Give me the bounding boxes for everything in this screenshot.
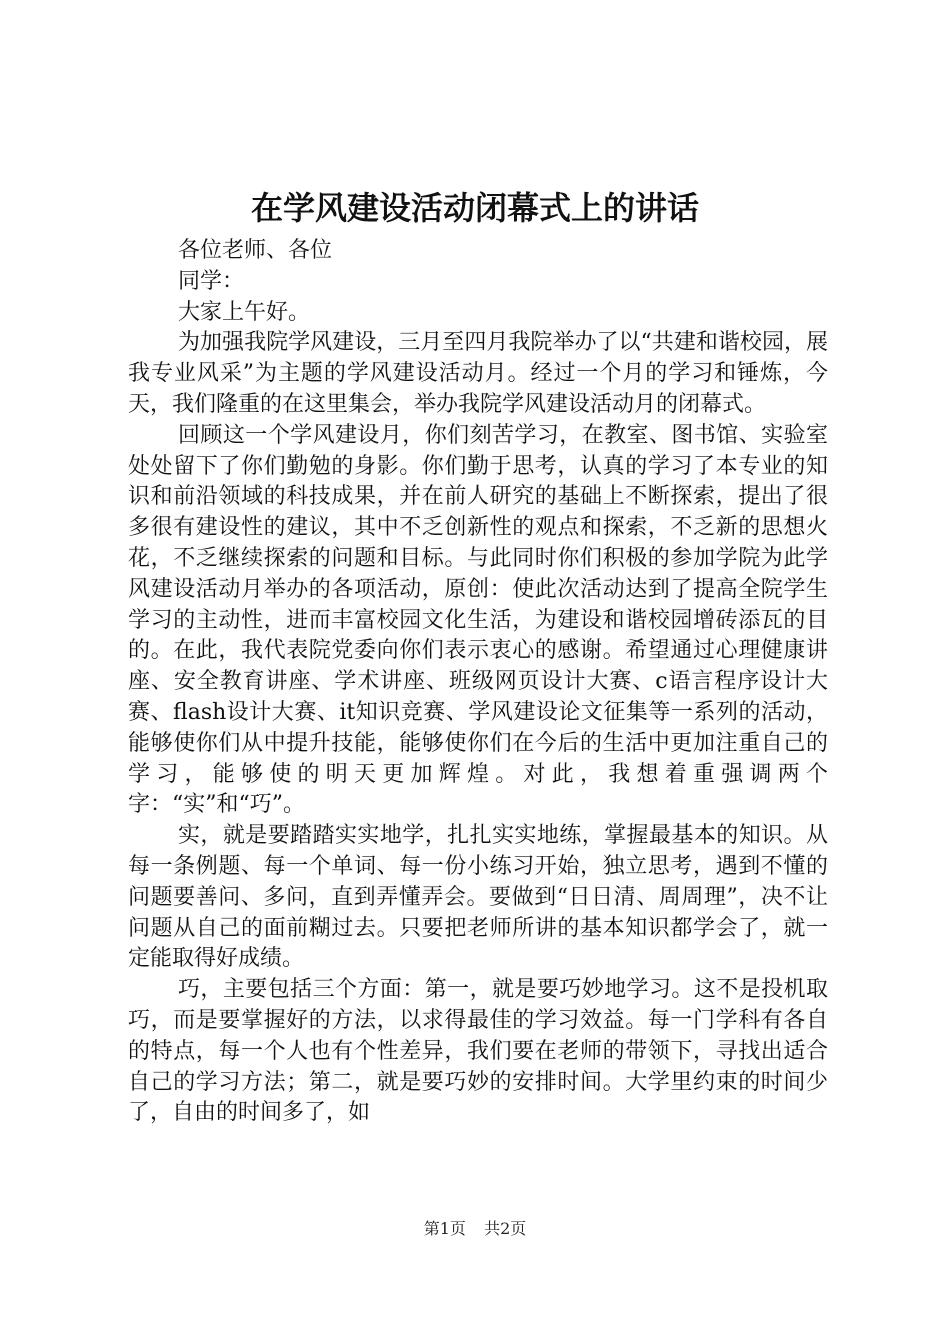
- greeting-line: 同学：: [178, 268, 245, 294]
- document-body: [128, 236, 828, 1129]
- body-paragraph: 为加强我院学风建设，三月至四月我院举办了以“共建和谐校园，展我专业风采”为主题的学风建设活动月。经过一个月的学习和锤炼，今天，我们隆重的在这里集会，举办我院学风建设活动月的闭幕式。: [128, 330, 828, 417]
- page-number: 第1页: [423, 1219, 466, 1238]
- page-footer: [0, 1216, 950, 1239]
- greeting-line: 大家上午好。: [178, 299, 311, 325]
- body-paragraph: 实，就是要踏踏实实地学，扎扎实实地练，掌握最基本的知识。从每一条例题、每一个单词、每一份小练习开始，独立思考，遇到不懂的问题要善问、多问，直到弄懂弄会。要做到“日日清、周周理”，决不让问题从自己的面前糊过去。只要把老师所讲的基本知识都学会了，就一定能取得好成绩。: [128, 823, 828, 972]
- document-title: 在学风建设活动闭幕式上的讲话: [250, 189, 699, 227]
- body-paragraph: 回顾这一个学风建设月，你们刻苦学习，在教室、图书馆、实验室处处留下了你们勤勉的身影。你们勤于思考，认真的学习了本专业的知识和前沿领域的科技成果，并在前人研究的基础上不断探索，提出了很多很有建设性的建议，其中不乏创新性的观点和探索，不乏新的思想火花，不乏继续探索的问题和目标。与此同时你们积极的参加学院为此学风建设活动月举办的各项活动，原创：使此次活动达到了提高全院学生学习的主动性，进而丰富校园文化生活，为建设和谐校园增砖添瓦的目的。在此，我代表院党委向你们表示衷心的感谢。希望通过心理健康讲座、安全教育讲座、学术讲座、班级网页设计大赛、c语言程序设计大赛、flash设计大赛、it知识竞赛、学风建设论文征集等一系列的活动，能够使你们从中提升技能，能够使你们在今后的生活中更加注重自己的学习，能够使的明天更加辉煌。对此，我想着重强调两个字：“实”和“巧”。: [128, 422, 828, 818]
- page-total: 共2页: [484, 1219, 527, 1238]
- body-paragraph: 巧，主要包括三个方面：第一，就是要巧妙地学习。这不是投机取巧，而是要掌握好的方法，以求得最佳的学习效益。每一门学科有各自的特点，每一个人也有个性差异，我们要在老师的带领下，寻找出适合自己的学习方法；第二，就是要巧妙的安排时间。大学里约束的时间少了，自由的时间多了，如: [128, 977, 828, 1126]
- greeting-line: 各位老师、各位: [178, 238, 333, 263]
